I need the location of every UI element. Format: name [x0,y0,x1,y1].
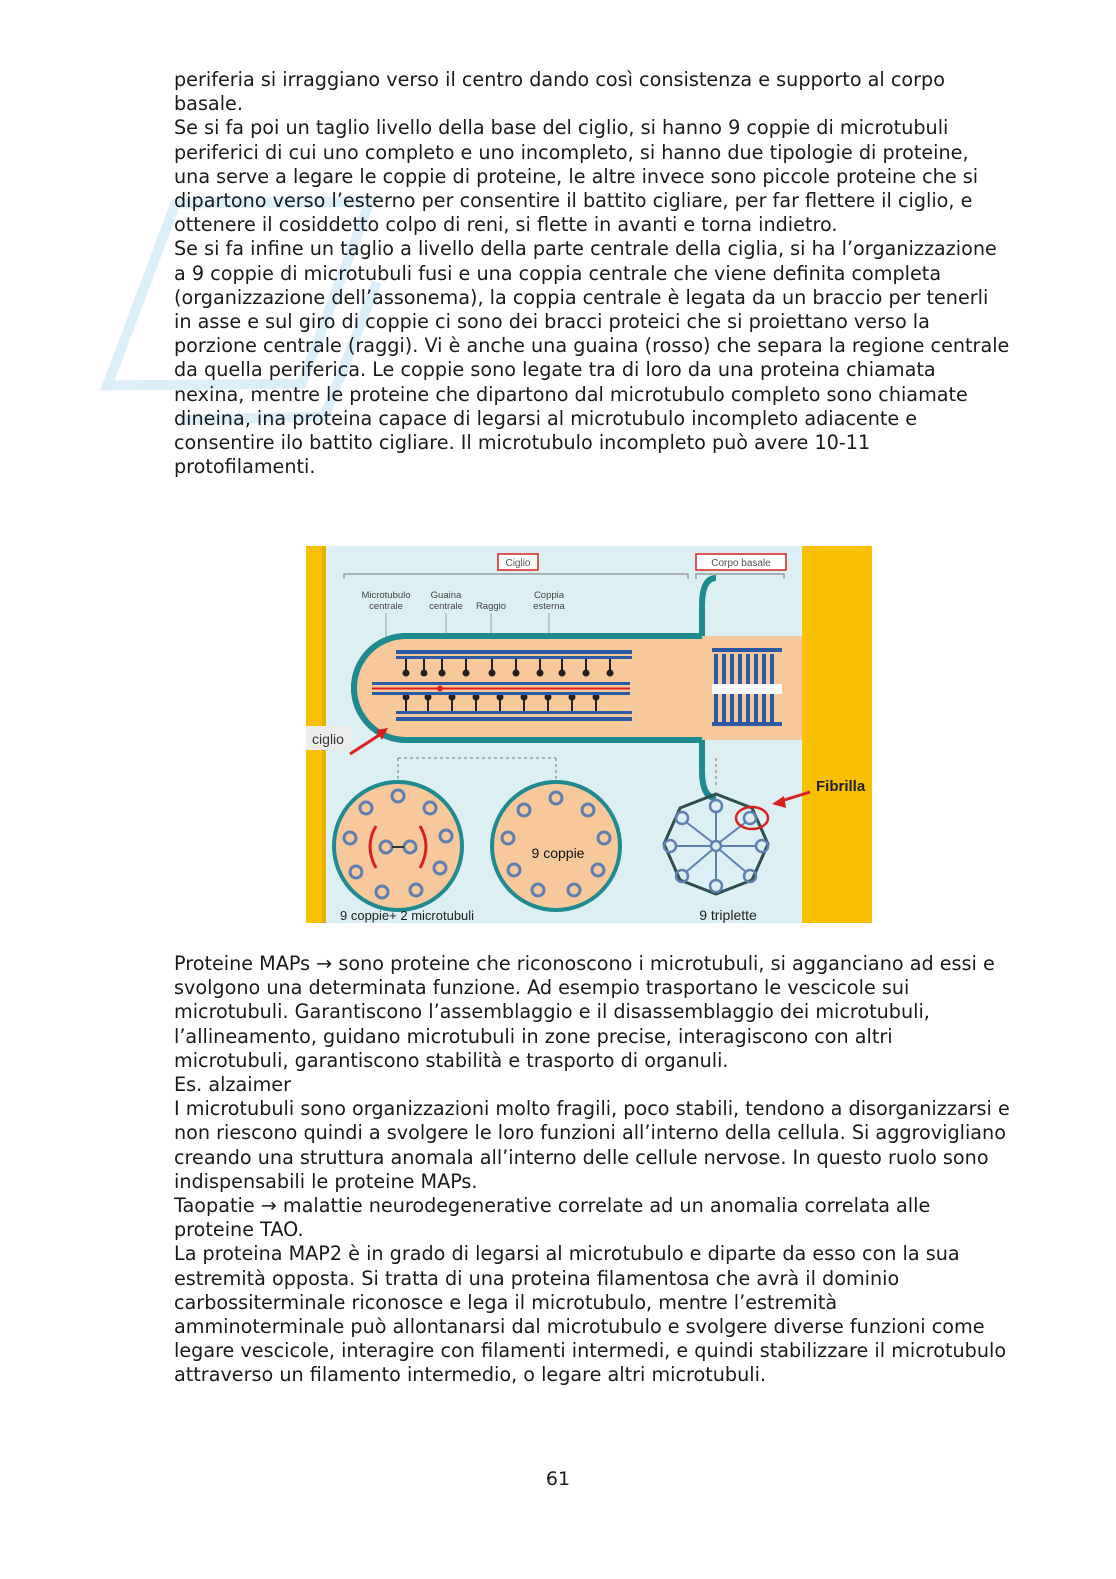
label-esterna: esterna [533,601,565,612]
label-guaina-centrale: centrale [429,601,463,612]
label-9-coppie: 9 coppie [531,845,585,861]
label-microtubulo: Microtubulo [361,590,411,601]
label-ciglio-side: ciglio [312,731,344,747]
label-guaina: Guaina [430,590,462,601]
label-ciglio-box: Ciglio [505,558,531,569]
label-raggio: Raggio [475,601,507,612]
paragraph: Se si fa poi un taglio livello della base del ciglio, si hanno 9 coppie di microtubuli periferici di cui uno completo e uno incompleto, si hanno due tipologie di proteine, una serve a legare le coppie di proteine, le altre invece sono piccole proteine che si dipartono verso l’esterno per consentire il battito cigliare, per far flettere il ciglio, e ottenere il cosiddetto colpo di reni, si flette in avanti e torna indietro. [174,116,979,237]
label-corpo-basale: Corpo basale [711,558,771,569]
caption-right: 9 triplette [699,907,757,923]
paragraph: La proteina MAP2 è in grado di legarsi al microtubulo e diparte da esso con la sua estremità opposta. Si tratta di una proteina filamentosa che avrà il dominio carbossiterminale riconosce e lega il microtubulo, mentre l’estremità amminoterminale può allontanarsi dal microtubulo e svolgere diverse funzioni come legare vescicole, interagire con filamenti intermedi, e quindi stabilizzare il microtubulo attraverso un filamento intermedio, o legare altri microtubuli. [174,1242,1007,1387]
paragraph: periferia si irraggiano verso il centro dando così consistenza e supporto al corpo basale. [174,68,945,116]
cilium-diagram [306,546,872,923]
paragraph: Es. alzaimer [174,1073,291,1097]
paragraph: Se si fa infine un taglio a livello della parte centrale della ciglia, si ha l’organizzazione a 9 coppie di microtubuli fusi e una coppia centrale che viene definita completa (organizzazione dell’assonema), la coppia centrale è legata da un braccio per tenerli in asse e sul giro di coppie ci sono dei bracci proteici che si proiettano verso la porzione centrale (raggi). Vi è anche una guaina (rosso) che separa la regione centrale da quella periferica. Le coppie sono legate tra di loro da una proteina chiamata nexina, mentre le proteine che dipartono dal microtubulo completo sono chiamate dineina, ina proteina capace di legarsi al microtubulo incompleto adiacente e consentire ilo battito cigliare. Il microtubulo incompleto può avere 10-11 protofilamenti. [174,237,1010,479]
label-centrale: centrale [369,601,403,612]
paragraph: Taopatie → malattie neurodegenerative correlate ad un anomalia correlata alle proteine TAO. [174,1194,931,1242]
page-number: 61 [545,1468,571,1490]
text-block-top [174,68,1010,479]
paragraph: I microtubuli sono organizzazioni molto fragili, poco stabili, tendono a disorganizzarsi e non riescono quindi a svolgere le loro funzioni all’interno della cellula. Si aggrovigliano creando una struttura anomala all’interno delle cellule nervose. In questo ruolo sono indispensabili le proteine MAPs. [174,1097,1010,1193]
label-fibrilla: Fibrilla [816,778,866,795]
caption-left: 9 coppie+ 2 microtubuli [340,908,475,923]
paragraph: Proteine MAPs → sono proteine che riconoscono i microtubuli, si agganciano ad essi e svolgono una determinata funzione. Ad esempio trasportano le vescicole sui microtubuli. Garantiscono l’assemblaggio e il disassemblaggio dei microtubuli, l’allineamento, guidano microtubuli in zone precise, interagiscono con altri microtubuli, garantiscono stabilità e trasporto di organuli. [174,952,995,1072]
text-block-bottom [174,952,1010,1388]
label-coppia: Coppia [533,590,565,601]
